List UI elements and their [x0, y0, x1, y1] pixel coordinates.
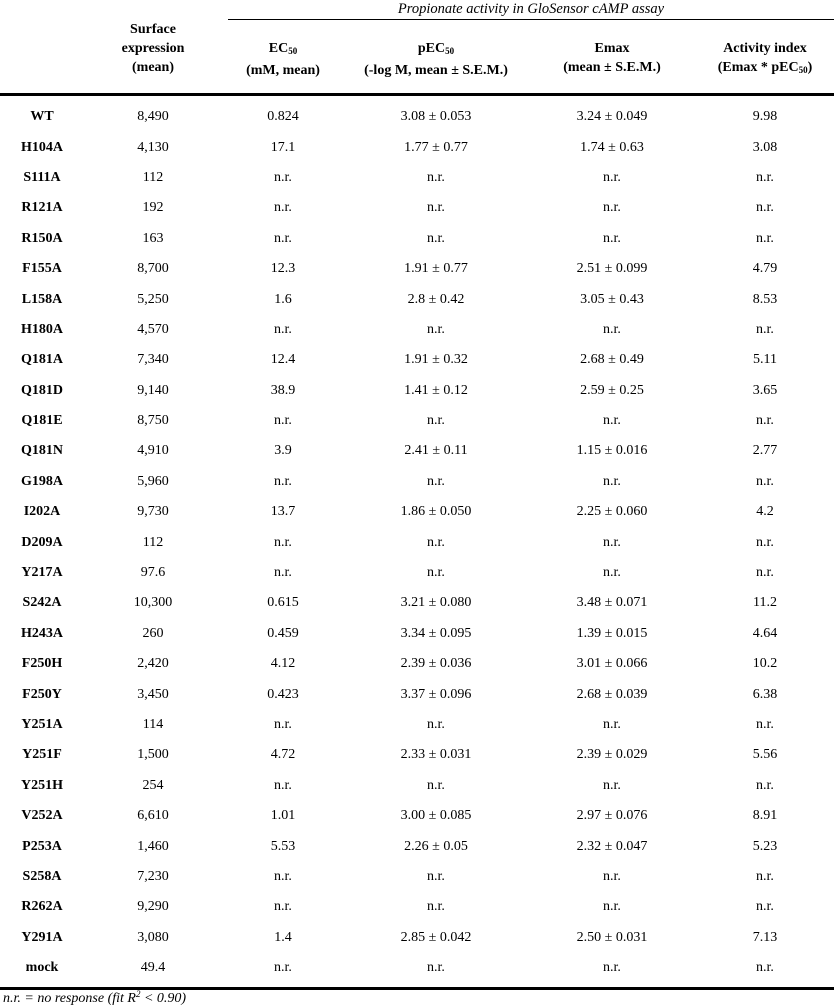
table-row	[0, 619, 834, 649]
ec50-cell: n.r.	[274, 200, 292, 216]
ec50-cell: n.r.	[274, 413, 292, 429]
ec50-cell: n.r.	[274, 777, 292, 793]
pec50-cell: 2.39 ± 0.036	[400, 656, 472, 672]
emax-cell: n.r.	[603, 413, 621, 429]
pec50-cell: 2.41 ± 0.11	[404, 443, 468, 459]
emax-cell: 2.50 ± 0.031	[576, 929, 648, 945]
pec50-cell: n.r.	[427, 321, 445, 337]
ec50-cell: 0.459	[267, 625, 299, 641]
mutant-label-cell: F250Y	[22, 686, 62, 702]
emax-cell: 1.74 ± 0.63	[580, 139, 644, 155]
mutant-label-cell: F250H	[21, 656, 63, 672]
mutant-label-cell: H243A	[21, 625, 63, 641]
surface-expression-cell: 5,250	[137, 291, 169, 307]
surface-expression-cell: 3,080	[137, 929, 169, 945]
table-row	[0, 801, 834, 831]
emax-cell: n.r.	[603, 473, 621, 489]
footnote-text: < 0.90)	[140, 991, 187, 1006]
mutant-label-cell: D209A	[21, 534, 63, 550]
emax-cell: n.r.	[603, 169, 621, 185]
header-line: Activity index	[723, 41, 807, 56]
surface-expression-cell: 4,570	[137, 321, 169, 337]
activity-index-cell: 6.38	[752, 686, 778, 702]
activity-index-cell: n.r.	[756, 534, 774, 550]
activity-index-cell: n.r.	[756, 777, 774, 793]
mutant-label-cell: Y251A	[21, 717, 63, 732]
surface-expression-cell: 112	[142, 169, 164, 185]
pec50-cell: 3.21 ± 0.080	[400, 595, 472, 611]
activity-index-cell: n.r.	[756, 473, 774, 489]
table-row	[0, 862, 834, 892]
table-row	[0, 284, 834, 314]
ec50-cell: 0.423	[267, 686, 299, 702]
emax-cell: n.r.	[603, 565, 621, 581]
pec50-cell: n.r.	[427, 473, 445, 489]
activity-index-cell: n.r.	[756, 169, 774, 185]
emax-cell: 3.01 ± 0.066	[576, 656, 648, 672]
activity-index-cell: 4.64	[752, 625, 778, 641]
header-text: EC	[268, 41, 289, 56]
pec50-cell: 3.34 ± 0.095	[400, 625, 472, 641]
activity-index-cell: 5.11	[753, 352, 777, 368]
emax-cell: n.r.	[603, 321, 621, 337]
table-row	[0, 315, 834, 345]
mutant-label-cell: H180A	[21, 321, 63, 337]
table-row	[0, 436, 834, 466]
activity-index-cell: n.r.	[756, 230, 774, 246]
pec50-cell: 2.85 ± 0.042	[400, 929, 472, 945]
mutant-label-cell: Y291A	[21, 929, 63, 945]
activity-index-cell: 3.08	[752, 139, 778, 155]
surface-expression-cell: 112	[142, 534, 164, 550]
header-line	[344, 39, 528, 61]
emax-cell: 2.51 ± 0.099	[576, 261, 648, 277]
emax-cell: 1.39 ± 0.015	[576, 625, 648, 641]
table-body	[0, 102, 834, 983]
activity-index-cell: 8.91	[752, 808, 778, 824]
table-row	[0, 679, 834, 709]
ec50-cell: 17.1	[270, 139, 296, 155]
activity-index-cell: 9.98	[752, 109, 778, 125]
pec50-cell: n.r.	[427, 777, 445, 793]
mutant-label-cell: Y251F	[22, 747, 62, 763]
ec50-cell: 1.4	[274, 929, 292, 945]
mutant-label-cell: R262A	[21, 899, 63, 915]
activity-index-cell: 4.79	[752, 261, 778, 277]
table-row	[0, 710, 834, 740]
surface-expression-cell: 4,130	[137, 139, 169, 155]
activity-index-cell: n.r.	[756, 717, 774, 732]
surface-expression-cell: 4,910	[137, 443, 169, 459]
table-row	[0, 831, 834, 861]
ec50-cell: n.r.	[274, 169, 292, 185]
surface-expression-cell: 9,140	[137, 382, 169, 398]
table-row	[0, 953, 834, 983]
pec50-cell: 3.00 ± 0.085	[400, 808, 472, 824]
surface-expression-cell: 9,730	[137, 504, 169, 520]
pec50-cell: n.r.	[427, 960, 445, 976]
surface-expression-cell: 49.4	[140, 960, 166, 976]
ec50-cell: 1.01	[270, 808, 296, 824]
header-line: (mean)	[132, 60, 174, 75]
data-table	[0, 102, 834, 983]
ec50-cell: 1.6	[274, 291, 292, 307]
emax-cell: 2.25 ± 0.060	[576, 504, 648, 520]
table-row	[0, 558, 834, 588]
activity-index-cell: n.r.	[756, 868, 774, 884]
header-text: (Emax * pEC	[717, 60, 799, 75]
emax-cell: 3.24 ± 0.049	[576, 109, 648, 125]
activity-index-cell: n.r.	[756, 899, 774, 915]
surface-expression-cell: 114	[142, 717, 164, 732]
header-line: Emax	[594, 41, 630, 56]
activity-index-cell: 8.53	[752, 291, 778, 307]
emax-cell: 3.05 ± 0.43	[580, 291, 644, 307]
emax-cell: n.r.	[603, 960, 621, 976]
surface-expression-cell: 8,750	[137, 413, 169, 429]
mutant-label-cell: H104A	[21, 139, 63, 155]
header-surface-expression	[84, 20, 222, 77]
emax-cell: 2.68 ± 0.49	[580, 352, 644, 368]
surface-expression-cell: 8,490	[137, 109, 169, 125]
pec50-cell: n.r.	[427, 413, 445, 429]
mutant-label-cell: I202A	[23, 504, 61, 520]
activity-index-cell: 10.2	[752, 656, 778, 672]
mutant-label-cell: Q181E	[21, 413, 63, 429]
mutant-label-cell: S242A	[22, 595, 62, 611]
mutant-label-cell: Q181D	[21, 382, 63, 398]
mutant-label-cell: mock	[25, 960, 59, 976]
mutant-label-cell: WT	[30, 109, 54, 125]
pec50-cell: n.r.	[427, 868, 445, 884]
table-row	[0, 892, 834, 922]
surface-expression-cell: 2,420	[137, 656, 169, 672]
pec50-cell: n.r.	[427, 717, 445, 732]
surface-expression-cell: 192	[142, 200, 164, 216]
emax-cell: n.r.	[603, 777, 621, 793]
emax-cell: n.r.	[603, 899, 621, 915]
activity-index-cell: 11.2	[753, 595, 777, 611]
mutant-label-cell: V252A	[21, 808, 63, 824]
surface-expression-cell: 163	[142, 230, 164, 246]
footnote	[3, 990, 186, 1007]
surface-expression-cell: 8,700	[137, 261, 169, 277]
activity-index-cell: 3.65	[752, 382, 778, 398]
table-row	[0, 588, 834, 618]
emax-cell: 3.48 ± 0.071	[576, 595, 648, 611]
table-row	[0, 649, 834, 679]
header-line	[222, 39, 344, 61]
header-text: )	[807, 60, 813, 75]
mutant-label-cell: Y217A	[21, 565, 63, 581]
pec50-cell: 1.41 ± 0.12	[404, 382, 468, 398]
emax-cell: 1.15 ± 0.016	[576, 443, 648, 459]
surface-expression-cell: 1,500	[137, 747, 169, 763]
surface-expression-cell: 3,450	[137, 686, 169, 702]
emax-cell: n.r.	[603, 200, 621, 216]
table-row	[0, 132, 834, 162]
ec50-cell: 4.72	[270, 747, 296, 763]
surface-expression-cell: 10,300	[133, 595, 173, 611]
pec50-cell: 1.91 ± 0.32	[404, 352, 468, 368]
mutant-label-cell: G198A	[21, 473, 63, 489]
pec50-cell: 2.8 ± 0.42	[407, 291, 465, 307]
activity-index-cell: n.r.	[756, 960, 774, 976]
ec50-cell: 13.7	[270, 504, 296, 520]
activity-index-cell: n.r.	[756, 413, 774, 429]
ec50-cell: n.r.	[274, 321, 292, 337]
activity-index-cell: 4.2	[756, 504, 774, 520]
mutant-label-cell: F155A	[22, 261, 62, 277]
emax-cell: 2.32 ± 0.047	[576, 838, 648, 854]
surface-expression-cell: 6,610	[137, 808, 169, 824]
activity-index-cell: n.r.	[756, 565, 774, 581]
header-text: pEC	[417, 41, 446, 56]
table-row	[0, 406, 834, 436]
ec50-cell: n.r.	[274, 960, 292, 976]
surface-expression-cell: 7,230	[137, 868, 169, 884]
pec50-cell: n.r.	[427, 230, 445, 246]
table-row	[0, 102, 834, 132]
header-line: (mM, mean)	[246, 63, 320, 78]
ec50-cell: n.r.	[274, 473, 292, 489]
emax-cell: n.r.	[603, 534, 621, 550]
pec50-cell: n.r.	[427, 534, 445, 550]
surface-expression-cell: 260	[142, 625, 164, 641]
column-group-title: Propionate activity in GloSensor cAMP assay	[397, 1, 665, 17]
mutant-label-cell: P253A	[22, 838, 62, 854]
mutant-label-cell: S258A	[22, 868, 62, 884]
ec50-cell: n.r.	[274, 565, 292, 581]
ec50-cell: 4.12	[270, 656, 296, 672]
header-activity-index	[696, 39, 834, 80]
table-row	[0, 771, 834, 801]
pec50-cell: 1.91 ± 0.77	[404, 261, 468, 277]
table-row	[0, 923, 834, 953]
header-emax	[528, 39, 696, 77]
surface-expression-cell: 254	[142, 777, 164, 793]
header-line: (-log M, mean ± S.E.M.)	[364, 63, 508, 78]
header-line: expression	[121, 41, 185, 56]
pec50-cell: 3.37 ± 0.096	[400, 686, 472, 702]
pec50-cell: 2.26 ± 0.05	[404, 838, 468, 854]
ec50-cell: 0.615	[267, 595, 299, 611]
table-row	[0, 193, 834, 223]
ec50-cell: 38.9	[270, 382, 296, 398]
header-line: Surface	[130, 22, 176, 37]
surface-expression-cell: 97.6	[140, 565, 166, 581]
ec50-cell: n.r.	[274, 868, 292, 884]
ec50-cell: n.r.	[274, 230, 292, 246]
header-pec50	[344, 39, 528, 80]
ec50-cell: n.r.	[274, 534, 292, 550]
table-row	[0, 345, 834, 375]
header-rule	[0, 93, 834, 96]
surface-expression-cell: 9,290	[137, 899, 169, 915]
activity-index-cell: n.r.	[756, 321, 774, 337]
ec50-cell: n.r.	[274, 899, 292, 915]
pec50-cell: 1.86 ± 0.050	[400, 504, 472, 520]
ec50-cell: 12.4	[270, 352, 296, 368]
table-row	[0, 467, 834, 497]
emax-cell: n.r.	[603, 868, 621, 884]
activity-index-cell: 5.23	[752, 838, 778, 854]
mutant-label-cell: R121A	[21, 200, 63, 216]
header-sub: 50	[798, 65, 808, 75]
emax-cell: 2.68 ± 0.039	[576, 686, 648, 702]
header-sub: 50	[445, 46, 455, 56]
mutant-label-cell: Q181A	[21, 352, 63, 368]
activity-index-cell: 5.56	[752, 747, 778, 763]
mutant-label-cell: R150A	[21, 230, 63, 246]
footnote-sup: 2	[135, 989, 141, 999]
activity-index-cell: 2.77	[752, 443, 778, 459]
ec50-cell: 5.53	[270, 838, 296, 854]
header-ec50	[222, 39, 344, 80]
footnote-text: n.r. = no response (fit R	[3, 991, 136, 1006]
pec50-cell: 3.08 ± 0.053	[400, 109, 472, 125]
table-row	[0, 376, 834, 406]
header-line: (mean ± S.E.M.)	[563, 60, 661, 75]
table-row	[0, 224, 834, 254]
header-line	[696, 58, 834, 80]
ec50-cell: n.r.	[274, 717, 292, 732]
table-header	[0, 20, 834, 90]
table-row	[0, 254, 834, 284]
pec50-cell: 2.33 ± 0.031	[400, 747, 472, 763]
activity-index-cell: 7.13	[752, 929, 778, 945]
emax-cell: 2.97 ± 0.076	[576, 808, 648, 824]
pec50-cell: 1.77 ± 0.77	[404, 139, 468, 155]
emax-cell: 2.59 ± 0.25	[580, 382, 644, 398]
surface-expression-cell: 1,460	[137, 838, 169, 854]
pec50-cell: n.r.	[427, 200, 445, 216]
pec50-cell: n.r.	[427, 169, 445, 185]
ec50-cell: 3.9	[274, 443, 292, 459]
mutant-label-cell: L158A	[21, 291, 63, 307]
emax-cell: n.r.	[603, 230, 621, 246]
emax-cell: n.r.	[603, 717, 621, 732]
ec50-cell: 0.824	[267, 109, 299, 125]
table-row	[0, 527, 834, 557]
emax-cell: 2.39 ± 0.029	[576, 747, 648, 763]
mutant-label-cell: Y251H	[21, 777, 63, 793]
surface-expression-cell: 7,340	[137, 352, 169, 368]
ec50-cell: 12.3	[270, 261, 296, 277]
table-row	[0, 740, 834, 770]
mutant-label-cell: S111A	[23, 169, 61, 185]
activity-index-cell: n.r.	[756, 200, 774, 216]
pec50-cell: n.r.	[427, 565, 445, 581]
table-row	[0, 163, 834, 193]
header-sub: 50	[288, 46, 298, 56]
mutant-label-cell: Q181N	[21, 443, 63, 459]
pec50-cell: n.r.	[427, 899, 445, 915]
table-row	[0, 497, 834, 527]
surface-expression-cell: 5,960	[137, 473, 169, 489]
